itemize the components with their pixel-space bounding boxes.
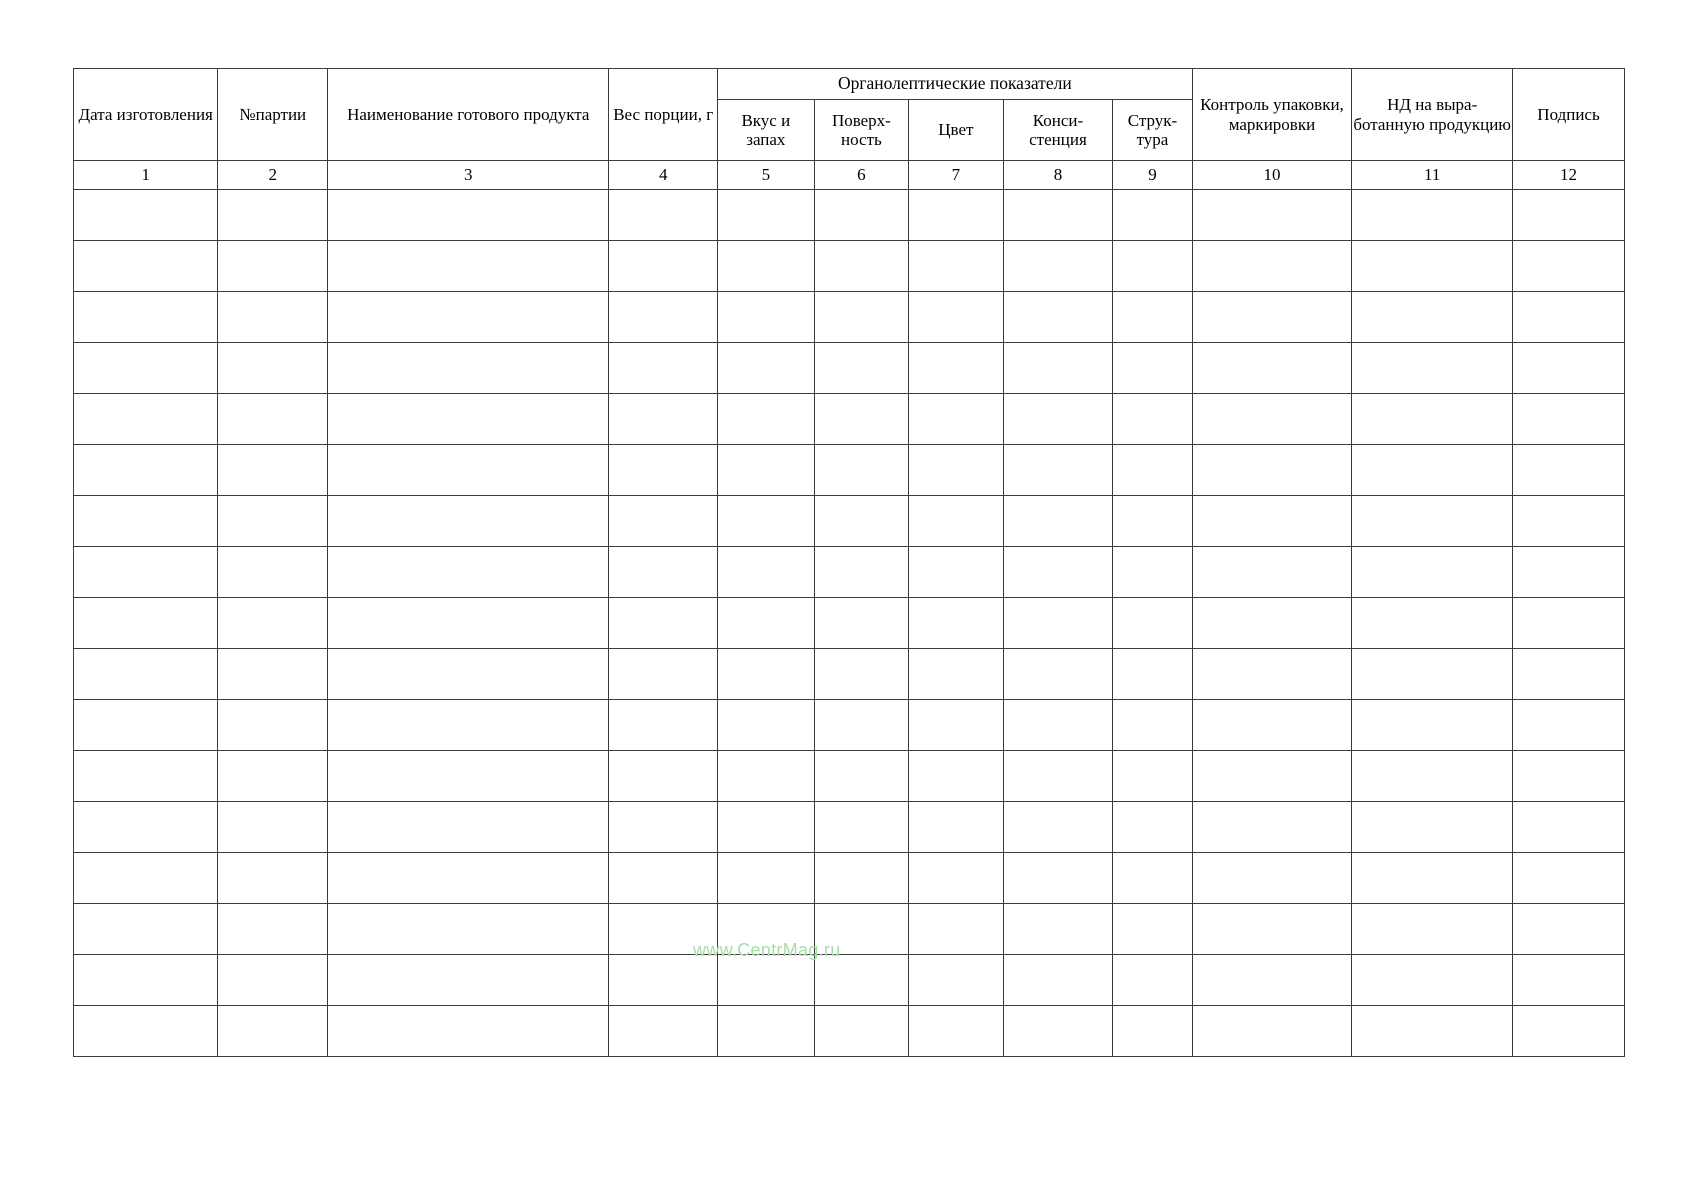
table-row	[74, 802, 1625, 853]
table-cell-empty[interactable]	[1513, 292, 1625, 343]
column-number: 2	[218, 161, 328, 190]
table-cell-empty[interactable]	[218, 955, 328, 1006]
table-cell-empty[interactable]	[74, 904, 218, 955]
table-cell-empty[interactable]	[1113, 751, 1192, 802]
table-cell-empty[interactable]	[328, 700, 609, 751]
table-cell-empty[interactable]	[1192, 853, 1352, 904]
table-cell-empty[interactable]	[909, 1006, 1003, 1057]
table-cell-empty[interactable]	[609, 751, 718, 802]
table-cell-empty[interactable]	[74, 394, 218, 445]
table-cell-empty[interactable]	[909, 445, 1003, 496]
table-cell-empty[interactable]	[218, 241, 328, 292]
table-cell-empty[interactable]	[74, 802, 218, 853]
table-cell-empty[interactable]	[218, 496, 328, 547]
table-cell-empty[interactable]	[1192, 445, 1352, 496]
table-cell-empty[interactable]	[74, 190, 218, 241]
table-cell-empty[interactable]	[1003, 649, 1113, 700]
table-cell-empty[interactable]	[1513, 853, 1625, 904]
table-cell-empty[interactable]	[328, 751, 609, 802]
header-batch-number: №партии	[218, 69, 328, 161]
table-cell-empty[interactable]	[1003, 547, 1113, 598]
table-cell-empty[interactable]	[1113, 955, 1192, 1006]
table-row	[74, 292, 1625, 343]
table-cell-empty[interactable]	[718, 700, 815, 751]
table-cell-empty[interactable]	[718, 292, 815, 343]
table-cell-empty[interactable]	[1352, 598, 1513, 649]
table-cell-empty[interactable]	[609, 649, 718, 700]
table-cell-empty[interactable]	[814, 1006, 908, 1057]
table-header	[74, 69, 1625, 190]
table-cell-empty[interactable]	[814, 190, 908, 241]
table-cell-empty[interactable]	[328, 445, 609, 496]
table-cell-empty[interactable]	[1192, 241, 1352, 292]
table-cell-empty[interactable]	[1513, 700, 1625, 751]
table-cell-empty[interactable]	[814, 445, 908, 496]
table-row	[74, 394, 1625, 445]
table-cell-empty[interactable]	[718, 445, 815, 496]
table-cell-empty[interactable]	[814, 241, 908, 292]
table-row	[74, 343, 1625, 394]
table-cell-empty[interactable]	[609, 1006, 718, 1057]
table-cell-empty[interactable]	[218, 649, 328, 700]
table-cell-empty[interactable]	[1513, 904, 1625, 955]
table-cell-empty[interactable]	[814, 853, 908, 904]
table-cell-empty[interactable]	[328, 547, 609, 598]
table-row	[74, 853, 1625, 904]
column-number: 8	[1003, 161, 1113, 190]
table-cell-empty[interactable]	[1192, 394, 1352, 445]
table-cell-empty[interactable]	[1513, 598, 1625, 649]
table-cell-empty[interactable]	[609, 343, 718, 394]
table-cell-empty[interactable]	[609, 190, 718, 241]
table-cell-empty[interactable]	[1352, 241, 1513, 292]
table-cell-empty[interactable]	[218, 700, 328, 751]
table-cell-empty[interactable]	[218, 598, 328, 649]
table-row	[74, 1006, 1625, 1057]
table-cell-empty[interactable]	[909, 394, 1003, 445]
table-cell-empty[interactable]	[74, 853, 218, 904]
table-cell-empty[interactable]	[814, 751, 908, 802]
table-cell-empty[interactable]	[1192, 955, 1352, 1006]
table-cell-empty[interactable]	[74, 1006, 218, 1057]
header-product-name: Наименование готового продукта	[328, 69, 609, 161]
table-cell-empty[interactable]	[1113, 496, 1192, 547]
table-cell-empty[interactable]	[218, 292, 328, 343]
header-date-of-manufacture: Дата изготовления	[74, 69, 218, 161]
table-cell-empty[interactable]	[218, 853, 328, 904]
table-cell-empty[interactable]	[74, 547, 218, 598]
table-cell-empty[interactable]	[1113, 241, 1192, 292]
table-cell-empty[interactable]	[814, 547, 908, 598]
column-number: 9	[1113, 161, 1192, 190]
table-cell-empty[interactable]	[1513, 751, 1625, 802]
table-cell-empty[interactable]	[1113, 547, 1192, 598]
column-number: 4	[609, 161, 718, 190]
table-cell-empty[interactable]	[609, 292, 718, 343]
column-number: 11	[1352, 161, 1513, 190]
table-cell-empty[interactable]	[74, 496, 218, 547]
table-cell-empty[interactable]	[909, 598, 1003, 649]
table-cell-empty[interactable]	[1192, 190, 1352, 241]
table-cell-empty[interactable]	[718, 394, 815, 445]
table-cell-empty[interactable]	[1352, 343, 1513, 394]
table-cell-empty[interactable]	[609, 547, 718, 598]
table-cell-empty[interactable]	[814, 700, 908, 751]
table-cell-empty[interactable]	[609, 904, 718, 955]
table-cell-empty[interactable]	[328, 955, 609, 1006]
table-cell-empty[interactable]	[814, 802, 908, 853]
table-cell-empty[interactable]	[1003, 496, 1113, 547]
table-cell-empty[interactable]	[74, 598, 218, 649]
journal-table	[73, 68, 1625, 1057]
table-cell-empty[interactable]	[328, 1006, 609, 1057]
table-cell-empty[interactable]	[909, 496, 1003, 547]
table-cell-empty[interactable]	[1003, 802, 1113, 853]
header-organoleptic-group: Органолептические показатели	[718, 69, 1193, 100]
table-body	[74, 190, 1625, 1057]
table-cell-empty[interactable]	[718, 802, 815, 853]
table-cell-empty[interactable]	[1113, 598, 1192, 649]
table-cell-empty[interactable]	[909, 955, 1003, 1006]
table-cell-empty[interactable]	[1113, 1006, 1192, 1057]
column-number: 1	[74, 161, 218, 190]
table-cell-empty[interactable]	[1352, 190, 1513, 241]
table-cell-empty[interactable]	[1113, 190, 1192, 241]
table-cell-empty[interactable]	[218, 751, 328, 802]
table-cell-empty[interactable]	[609, 598, 718, 649]
table-cell-empty[interactable]	[218, 190, 328, 241]
table-cell-empty[interactable]	[1513, 955, 1625, 1006]
table-cell-empty[interactable]	[1352, 853, 1513, 904]
header-row-numbers	[74, 161, 1625, 190]
table-cell-empty[interactable]	[218, 343, 328, 394]
table-cell-empty[interactable]	[1352, 394, 1513, 445]
table-cell-empty[interactable]	[1192, 292, 1352, 343]
table-cell-empty[interactable]	[1513, 496, 1625, 547]
table-row	[74, 598, 1625, 649]
table-cell-empty[interactable]	[718, 955, 815, 1006]
table-cell-empty[interactable]	[218, 802, 328, 853]
table-cell-empty[interactable]	[1003, 1006, 1113, 1057]
table-cell-empty[interactable]	[74, 955, 218, 1006]
table-cell-empty[interactable]	[1003, 445, 1113, 496]
table-cell-empty[interactable]	[909, 649, 1003, 700]
table-cell-empty[interactable]	[1513, 445, 1625, 496]
table-row	[74, 496, 1625, 547]
table-cell-empty[interactable]	[718, 1006, 815, 1057]
table-cell-empty[interactable]	[1352, 496, 1513, 547]
table-cell-empty[interactable]	[609, 853, 718, 904]
table-cell-empty[interactable]	[1113, 853, 1192, 904]
table-cell-empty[interactable]	[218, 1006, 328, 1057]
column-number: 6	[814, 161, 908, 190]
table-cell-empty[interactable]	[718, 241, 815, 292]
table-cell-empty[interactable]	[909, 343, 1003, 394]
table-cell-empty[interactable]	[909, 751, 1003, 802]
table-cell-empty[interactable]	[1192, 904, 1352, 955]
table-cell-empty[interactable]	[1113, 445, 1192, 496]
header-packaging-marking-control: Контроль упаковки, маркировки	[1192, 69, 1352, 161]
table-cell-empty[interactable]	[609, 700, 718, 751]
table-cell-empty[interactable]	[328, 394, 609, 445]
table-cell-empty[interactable]	[1513, 343, 1625, 394]
table-cell-empty[interactable]	[718, 496, 815, 547]
table-cell-empty[interactable]	[1113, 802, 1192, 853]
table-cell-empty[interactable]	[1003, 343, 1113, 394]
watermark: www.CentrMag.ru	[693, 940, 841, 960]
table-cell-empty[interactable]	[1192, 598, 1352, 649]
table-cell-empty[interactable]	[328, 343, 609, 394]
table-cell-empty[interactable]	[1352, 547, 1513, 598]
table-cell-empty[interactable]	[1513, 241, 1625, 292]
table-cell-empty[interactable]	[1352, 292, 1513, 343]
table-cell-empty[interactable]	[218, 394, 328, 445]
table-cell-empty[interactable]	[1003, 394, 1113, 445]
table-cell-empty[interactable]	[74, 241, 218, 292]
table-cell-empty[interactable]	[718, 598, 815, 649]
table-cell-empty[interactable]	[609, 241, 718, 292]
table-cell-empty[interactable]	[74, 700, 218, 751]
table-cell-empty[interactable]	[1192, 496, 1352, 547]
table-cell-empty[interactable]	[1003, 955, 1113, 1006]
table-cell-empty[interactable]	[609, 445, 718, 496]
table-cell-empty[interactable]	[718, 547, 815, 598]
table-cell-empty[interactable]	[74, 445, 218, 496]
table-cell-empty[interactable]	[718, 343, 815, 394]
table-row	[74, 955, 1625, 1006]
column-number: 3	[328, 161, 609, 190]
table-row	[74, 751, 1625, 802]
header-normative-documentation: НД на выра-ботанную продукцию	[1352, 69, 1513, 161]
table-cell-empty[interactable]	[1352, 649, 1513, 700]
table-cell-empty[interactable]	[1003, 292, 1113, 343]
table-cell-empty[interactable]	[1113, 343, 1192, 394]
journal-table-container	[73, 68, 1625, 1057]
header-signature: Подпись	[1513, 69, 1625, 161]
table-cell-empty[interactable]	[74, 343, 218, 394]
table-cell-empty[interactable]	[814, 292, 908, 343]
column-number: 5	[718, 161, 815, 190]
table-cell-empty[interactable]	[218, 904, 328, 955]
table-cell-empty[interactable]	[1003, 190, 1113, 241]
table-cell-empty[interactable]	[814, 955, 908, 1006]
header-portion-weight: Вес порции, г	[609, 69, 718, 161]
table-cell-empty[interactable]	[1003, 241, 1113, 292]
table-row	[74, 241, 1625, 292]
header-color: Цвет	[909, 100, 1003, 161]
table-cell-empty[interactable]	[328, 598, 609, 649]
table-cell-empty[interactable]	[74, 751, 218, 802]
table-cell-empty[interactable]	[909, 700, 1003, 751]
table-cell-empty[interactable]	[1003, 751, 1113, 802]
table-cell-empty[interactable]	[1192, 343, 1352, 394]
table-cell-empty[interactable]	[814, 598, 908, 649]
table-cell-empty[interactable]	[814, 649, 908, 700]
table-cell-empty[interactable]	[1513, 547, 1625, 598]
table-cell-empty[interactable]	[718, 904, 815, 955]
table-cell-empty[interactable]	[328, 649, 609, 700]
table-cell-empty[interactable]	[1352, 904, 1513, 955]
table-cell-empty[interactable]	[218, 445, 328, 496]
table-cell-empty[interactable]	[1513, 394, 1625, 445]
table-cell-empty[interactable]	[718, 751, 815, 802]
table-cell-empty[interactable]	[1003, 598, 1113, 649]
table-cell-empty[interactable]	[909, 241, 1003, 292]
table-cell-empty[interactable]	[1352, 955, 1513, 1006]
table-cell-empty[interactable]	[1192, 547, 1352, 598]
header-surface: Поверх-ность	[814, 100, 908, 161]
table-cell-empty[interactable]	[1003, 904, 1113, 955]
table-cell-empty[interactable]	[909, 292, 1003, 343]
table-cell-empty[interactable]	[909, 802, 1003, 853]
table-cell-empty[interactable]	[328, 241, 609, 292]
table-cell-empty[interactable]	[609, 802, 718, 853]
table-cell-empty[interactable]	[328, 904, 609, 955]
header-structure: Струк-тура	[1113, 100, 1192, 161]
table-cell-empty[interactable]	[1352, 751, 1513, 802]
table-cell-empty[interactable]	[1113, 394, 1192, 445]
table-cell-empty[interactable]	[328, 292, 609, 343]
table-cell-empty[interactable]	[609, 496, 718, 547]
table-cell-empty[interactable]	[328, 853, 609, 904]
table-cell-empty[interactable]	[328, 802, 609, 853]
table-cell-empty[interactable]	[1513, 190, 1625, 241]
table-cell-empty[interactable]	[1513, 802, 1625, 853]
table-cell-empty[interactable]	[1003, 700, 1113, 751]
table-row	[74, 445, 1625, 496]
table-row	[74, 649, 1625, 700]
table-cell-empty[interactable]	[1352, 700, 1513, 751]
table-cell-empty[interactable]	[218, 547, 328, 598]
table-cell-empty[interactable]	[1192, 1006, 1352, 1057]
table-cell-empty[interactable]	[328, 496, 609, 547]
header-consistency: Конси-стенция	[1003, 100, 1113, 161]
table-cell-empty[interactable]	[814, 496, 908, 547]
table-cell-empty[interactable]	[1352, 445, 1513, 496]
table-cell-empty[interactable]	[909, 547, 1003, 598]
table-cell-empty[interactable]	[1352, 1006, 1513, 1057]
table-row	[74, 547, 1625, 598]
table-cell-empty[interactable]	[1352, 802, 1513, 853]
table-cell-empty[interactable]	[609, 394, 718, 445]
table-row	[74, 904, 1625, 955]
table-cell-empty[interactable]	[814, 904, 908, 955]
table-cell-empty[interactable]	[74, 292, 218, 343]
header-row-titles	[74, 69, 1625, 100]
table-cell-empty[interactable]	[1513, 649, 1625, 700]
table-cell-empty[interactable]	[1113, 904, 1192, 955]
header-taste-and-smell: Вкус и запах	[718, 100, 815, 161]
column-number: 10	[1192, 161, 1352, 190]
table-cell-empty[interactable]	[1192, 649, 1352, 700]
table-cell-empty[interactable]	[718, 853, 815, 904]
table-cell-empty[interactable]	[1003, 853, 1113, 904]
table-cell-empty[interactable]	[814, 343, 908, 394]
table-cell-empty[interactable]	[1113, 700, 1192, 751]
table-cell-empty[interactable]	[1192, 700, 1352, 751]
table-cell-empty[interactable]	[74, 649, 218, 700]
table-cell-empty[interactable]	[909, 853, 1003, 904]
table-cell-empty[interactable]	[609, 955, 718, 1006]
table-cell-empty[interactable]	[718, 649, 815, 700]
table-cell-empty[interactable]	[328, 190, 609, 241]
column-number: 12	[1513, 161, 1625, 190]
table-cell-empty[interactable]	[909, 904, 1003, 955]
table-row	[74, 190, 1625, 241]
table-cell-empty[interactable]	[1513, 1006, 1625, 1057]
table-cell-empty[interactable]	[909, 190, 1003, 241]
table-row	[74, 700, 1625, 751]
column-number: 7	[909, 161, 1003, 190]
table-cell-empty[interactable]	[1192, 751, 1352, 802]
table-cell-empty[interactable]	[1113, 292, 1192, 343]
table-cell-empty[interactable]	[1113, 649, 1192, 700]
table-cell-empty[interactable]	[718, 190, 815, 241]
table-cell-empty[interactable]	[814, 394, 908, 445]
table-cell-empty[interactable]	[1192, 802, 1352, 853]
